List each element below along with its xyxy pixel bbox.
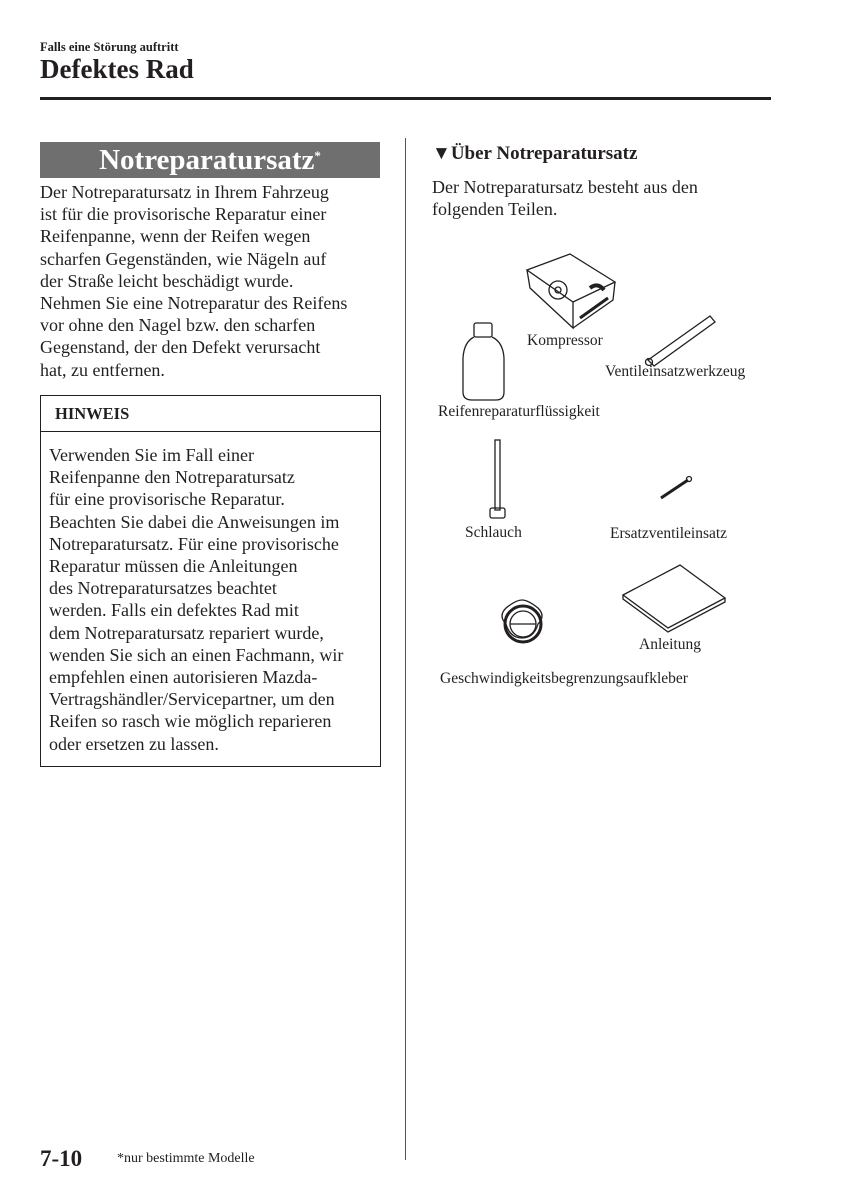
parts-intro xyxy=(432,176,698,220)
part-label-speed-sticker: Geschwindigkeitsbegrenzungsaufkleber xyxy=(440,670,688,687)
text-line: scharfen Gegenständen, wie Nägeln auf xyxy=(40,248,327,269)
text-line: werden. Falls ein defektes Rad mit xyxy=(49,600,299,621)
footnote-marker: * xyxy=(314,148,321,163)
hose-icon xyxy=(490,440,505,518)
part-label-hose: Schlauch xyxy=(465,524,522,541)
text-line: Reifenpanne, wenn der Reifen wegen xyxy=(40,226,311,247)
text-line: vor ohne den Nagel bzw. den scharfen xyxy=(40,315,316,336)
text-line: Beachten Sie dabei die Anweisungen im xyxy=(49,511,340,532)
parts-illustration xyxy=(430,240,775,670)
header-rule xyxy=(40,97,771,100)
text-line: Vertragshändler/Servicepartner, um den xyxy=(49,689,335,710)
text-line: oder ersetzen zu lassen. xyxy=(49,733,219,754)
text-line: Gegenstand, der den Defekt verursacht xyxy=(40,337,321,358)
compressor-icon xyxy=(527,254,615,328)
text-line: Der Notreparatursatz besteht aus den xyxy=(432,177,698,197)
triangle-icon: ▼ xyxy=(432,143,451,164)
subsection-heading-text: Über Notreparatursatz xyxy=(450,143,638,164)
text-line: für eine provisorische Reparatur. xyxy=(49,489,285,510)
valve-core-icon xyxy=(661,477,692,499)
part-label-sealant: Reifenreparaturflüssigkeit xyxy=(438,403,600,420)
section-banner xyxy=(40,142,380,178)
text-line: Nehmen Sie eine Notreparatur des Reifens xyxy=(40,293,348,314)
text-line: Reifen so rasch wie möglich reparieren xyxy=(49,711,332,732)
manual-icon xyxy=(623,565,725,632)
text-line: Notreparatursatz. Für eine provisorische xyxy=(49,533,339,554)
column-divider xyxy=(405,138,406,1160)
text-line: dem Notreparatursatz repariert wurde, xyxy=(49,622,324,643)
part-label-compressor: Kompressor xyxy=(527,332,603,349)
text-line: der Straße leicht beschädigt wurde. xyxy=(40,270,294,291)
text-line: folgenden Teilen. xyxy=(432,199,558,220)
intro-paragraph xyxy=(40,181,347,381)
text-line: Reifenpanne den Notreparatursatz xyxy=(49,467,295,488)
subsection-heading xyxy=(432,143,637,165)
banner-title: Notreparatursatz xyxy=(99,144,315,176)
valve-tool-icon xyxy=(646,316,716,366)
page-title: Defektes Rad xyxy=(40,54,194,84)
note-header xyxy=(41,396,380,432)
text-line: Der Notreparatursatz in Ihrem Fahrzeug xyxy=(40,182,329,202)
page-number: 7-10 xyxy=(40,1146,83,1171)
note-heading: HINWEIS xyxy=(55,404,130,423)
text-line: wenden Sie sich an einen Fachmann, wir xyxy=(49,644,344,665)
part-label-valve-core: Ersatzventileinsatz xyxy=(610,525,728,542)
speed-sticker-icon xyxy=(502,600,542,642)
note-box xyxy=(40,395,381,767)
text-line: Verwenden Sie im Fall einer xyxy=(49,445,254,465)
footnote: *nur bestimmte Modelle xyxy=(117,1151,255,1166)
text-line: empfehlen einen autorisieren Mazda- xyxy=(49,667,318,688)
text-line: ist für die provisorische Reparatur einer xyxy=(40,204,327,225)
note-text xyxy=(49,444,343,755)
part-label-valve-tool: Ventileinsatzwerkzeug xyxy=(605,363,746,380)
section-header: Falls eine Störung auftritt xyxy=(40,40,179,54)
text-line: Reparatur müssen die Anleitungen xyxy=(49,556,298,577)
sealant-bottle-icon xyxy=(463,323,504,400)
text-line: des Notreparatursatzes beachtet xyxy=(49,578,277,599)
part-label-manual: Anleitung xyxy=(639,636,701,653)
text-line: hat, zu entfernen. xyxy=(40,359,165,380)
